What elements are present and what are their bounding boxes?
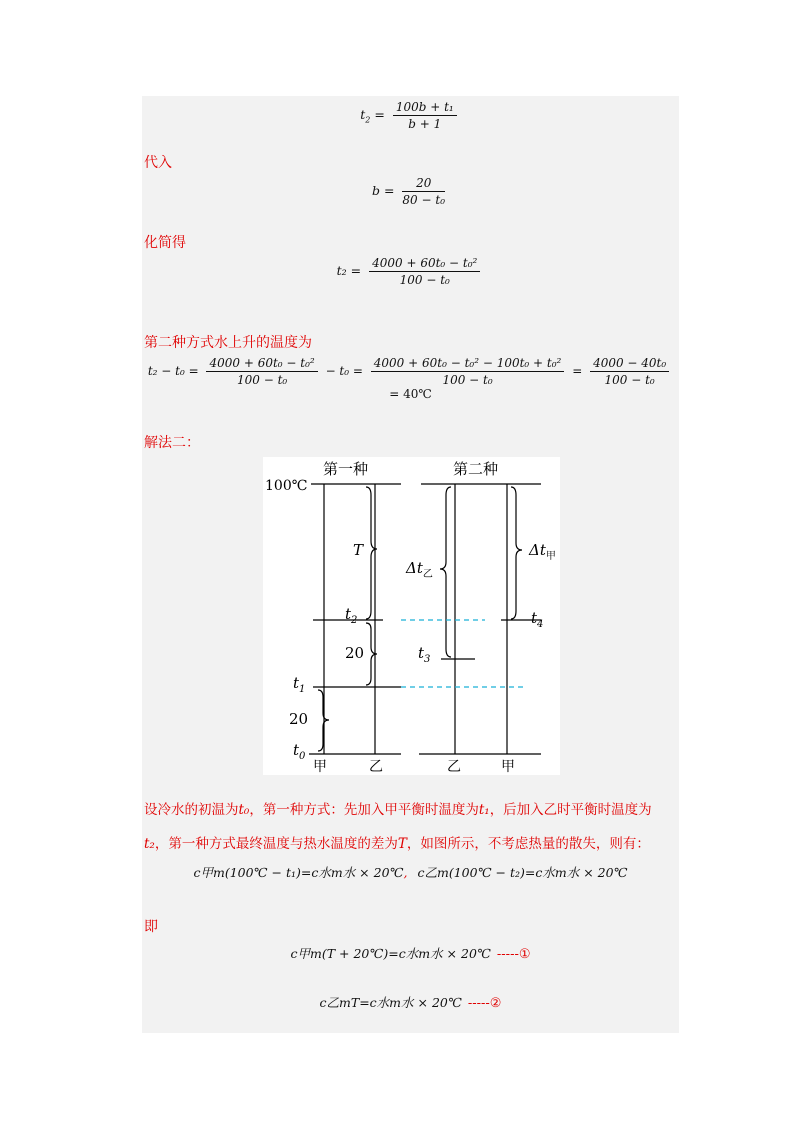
eq4-f3-denominator: 100 − t₀ (604, 373, 655, 387)
label-jia-second: 甲 (501, 759, 515, 775)
eq4-f3-numerator: 4000 − 40t₀ (590, 356, 669, 372)
eq4-mid: − t₀ = (325, 364, 363, 378)
p1-t1: t₁ (478, 802, 490, 818)
eq2-denominator: 80 − t₀ (402, 193, 446, 207)
eq4-lhs: t₂ − t₀ = (147, 364, 199, 378)
temperature-diagram (263, 457, 560, 775)
label-second-rise: 第二种方式水上升的温度为 (144, 335, 312, 351)
p1-text-c: ，后加入乙时平衡时温度为 (489, 802, 652, 818)
eq1-lhs: $t_2$ (360, 107, 371, 125)
label-t1: $t_1$ (293, 674, 306, 695)
label-dairu: 代入 (144, 155, 172, 171)
eq5-left: c甲m(100℃ − t₁)=c水m水 × 20℃ (193, 865, 404, 880)
eq3-denominator: 100 − t₀ (399, 273, 450, 287)
eq3-lhs: t₂ (336, 263, 347, 278)
equation-t2-b: $t_2$ = $\frac{\text{100b + t₁}}{b + 1}$ (142, 100, 679, 131)
equation-heat-balance-pair (142, 863, 679, 881)
eq1-fraction (393, 100, 457, 131)
eq2-numerator: 20 (402, 176, 445, 192)
diagram-svg (263, 457, 560, 775)
equation-t2-simplified: t₂ = $\frac{\text{4000 + 60t₀ − t₀²}}{\text{100 − t₀}}$ (142, 256, 679, 287)
p2-t2: t₂ (144, 836, 155, 852)
paragraph-line-1 (144, 793, 674, 827)
label-20-upper: 20 (345, 644, 365, 662)
p1-text-a: 设冷水的初温为 (144, 802, 239, 818)
brace-delta-yi (440, 487, 451, 657)
p1-t0: t₀ (238, 802, 250, 818)
label-100c: 100℃ (265, 478, 308, 494)
eq5-separator: , (403, 865, 408, 880)
eq3-fraction (369, 256, 480, 287)
eq4-result: = 40℃ (389, 387, 432, 401)
eq4-f1-denominator: 100 − t₀ (236, 373, 288, 387)
eq6-body: c甲m(T + 20℃)=c水m水 × 20℃ (290, 946, 491, 961)
solution-panel (142, 96, 679, 1033)
label-ji: 即 (144, 919, 158, 935)
brace-delta-jia (511, 487, 522, 619)
eq1-denominator: b + 1 (408, 117, 442, 131)
p2-T: T (397, 836, 407, 852)
eq2-lhs: b (371, 183, 380, 198)
eq2-fraction (402, 176, 445, 207)
equation-two (142, 993, 679, 1011)
label-t2: $t_2$ (345, 605, 358, 626)
eq4-fraction-2 (371, 356, 565, 387)
label-yi-first: 乙 (369, 759, 383, 775)
equation-b: b = $\frac{20}{\text{80 − t₀}}$ (371, 176, 446, 207)
label-yi-second: 乙 (447, 759, 461, 775)
equation-temperature-rise: t₂ − t₀ = $\frac{\text{4000 + 60t₀ − t₀²}}{\text{100 − t₀}}$ − t₀ = $\frac{\text{4000 + 60t₀ − t₀² − 100t₀ + t₀²}}{\text{100 − t₀}}$ = $\frac{\text{4000 − 40t₀}}{\text{100 − t₀}}$ = 40℃ (142, 356, 679, 401)
label-t4: $t_4$ (531, 609, 544, 630)
eq6-marker: -----① (496, 947, 531, 962)
equation-one (142, 944, 679, 962)
eq3-numerator: 4000 + 60t₀ − t₀² (369, 256, 480, 272)
title-first: 第一种 (323, 460, 369, 478)
eq7-marker: -----② (467, 996, 502, 1011)
eq7-body: c乙mT=c水m水 × 20℃ (319, 995, 462, 1010)
label-t3: $t_3$ (418, 644, 431, 665)
label-method-two: 解法二： (144, 435, 200, 451)
label-jia-first: 甲 (313, 759, 327, 775)
title-second: 第二种 (453, 460, 499, 478)
label-20-lower: 20 (289, 710, 309, 728)
explanation-paragraph (144, 793, 674, 861)
eq4-f2-numerator: 4000 + 60t₀ − t₀² − 100t₀ + t₀² (371, 356, 565, 372)
eq4-fraction-1 (206, 356, 317, 387)
paragraph-line-2 (144, 827, 674, 861)
label-T: T (353, 541, 364, 559)
label-huajian: 化简得 (144, 235, 186, 251)
eq4-f2-denominator: 100 − t₀ (442, 373, 493, 387)
eq5-right: c乙m(100℃ − t₂)=c水m水 × 20℃ (417, 865, 628, 880)
label-delta-t-yi: $\Delta t_乙$ (406, 559, 433, 580)
p2-text-a: ，第一种方式最终温度与热水温度的差为 (154, 836, 398, 852)
eq4-f1-numerator: 4000 + 60t₀ − t₀² (206, 356, 317, 372)
p2-text-b: ，如图所示，不考虑热量的散失，则有： (406, 836, 650, 852)
p1-text-b: ，第一种方式：先加入甲平衡时温度为 (249, 802, 479, 818)
eq1-numerator: 100b + t₁ (393, 100, 457, 116)
label-t0: $t_0$ (293, 741, 306, 762)
label-delta-t-jia: $\Delta t_甲$ (529, 541, 556, 562)
eq4-fraction-3 (590, 356, 669, 387)
